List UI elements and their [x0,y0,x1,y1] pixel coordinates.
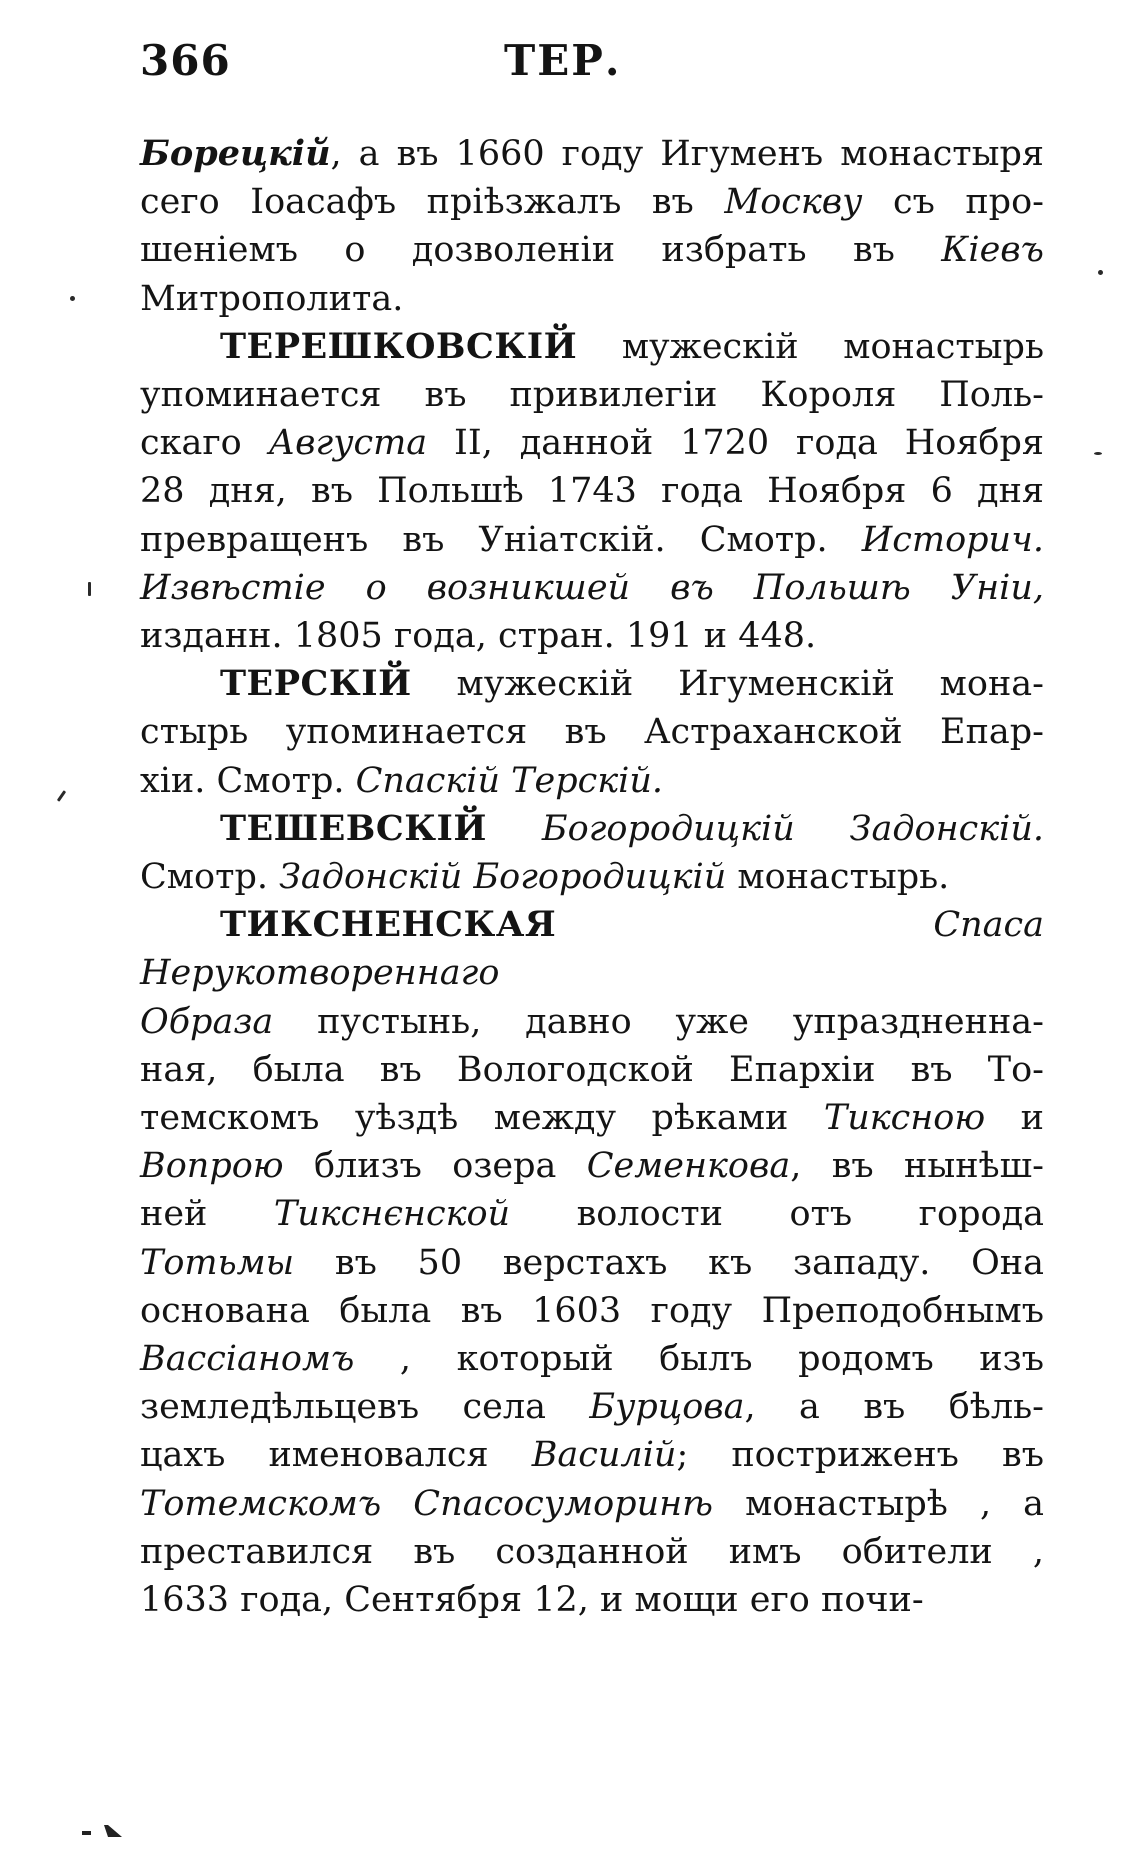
text-line [140,371,1044,419]
text-line [140,516,1044,564]
italic-text: Семенкова [586,1146,791,1187]
text-line [140,323,1044,371]
entry-headword: ТЕШЕВСКІЙ [220,807,487,849]
italic-text: Задонскій Богородицкій [279,857,727,898]
italic-text: Историч. [861,519,1044,560]
text-line [140,660,1044,708]
text-run: монастырь. [726,857,950,898]
text-run: стырь упоминается въ Астраханской Епар- [140,712,1044,753]
italic-text: Тиксною [823,1098,986,1139]
page-number: 366 [140,36,231,85]
text-line [140,1576,1044,1624]
text-line [140,1239,1044,1287]
ink-speck [57,790,66,802]
text-run: монастырѣ , а [713,1483,1044,1524]
entry-headword: ТИКСНЕНСКАЯ [220,904,557,946]
text-line [140,853,1044,901]
text-run: хіи. Смотр. [140,760,356,801]
text-line [140,1142,1044,1190]
text-line [140,1046,1044,1094]
text-line [140,612,1044,660]
text-run: пустынь, давно уже упраздненна- [273,1001,1044,1042]
text-run: , а въ бѣль- [744,1387,1044,1428]
page-header [140,36,1040,106]
text-line [140,1287,1044,1335]
text-run: основана была въ 1603 году Преподобнымъ [140,1290,1044,1331]
entry-headword: ТЕРЕШКОВСКІЙ [220,325,578,367]
italic-text: Бурцова [589,1387,745,1428]
text-run: 1633 года, Сентября 12, и мощи его почи- [140,1580,924,1621]
text-run: , а въ 1660 году Игуменъ монастыря [330,134,1044,174]
text-run: мужескій монастырь [577,326,1044,367]
ink-speck [88,582,91,596]
text-run: , который былъ родомъ изъ [354,1339,1044,1380]
text-run: земледѣльцевъ села [140,1387,590,1428]
text-line [140,1190,1044,1238]
ink-mark [82,1823,130,1841]
text-line [140,130,1044,178]
italic-text: Богородицкій Задонскій. [541,808,1044,849]
ink-speck [1094,452,1102,455]
text-run: въ 50 верстахъ къ западу. Она [294,1242,1044,1283]
italic-text: Москву [724,182,863,223]
text-run: превращенъ въ Уніатскій. Смотр. [140,519,862,560]
text-line [140,805,1044,853]
text-line [140,1094,1044,1142]
text-line [140,564,1044,612]
text-line [140,1480,1044,1528]
text-run: и [985,1098,1045,1139]
ink-speck [70,296,75,301]
italic-text: Тотемскомъ Спасосуморинѣ [140,1483,714,1524]
text-run: изданн. 1805 года, стран. 191 и 448. [140,616,817,657]
text-run: скаго [140,423,269,464]
italic-text: Августа [268,423,428,464]
italic-text: Образа [140,1001,274,1042]
text-run: цахъ именовался [140,1435,532,1476]
text-run: ней [140,1194,274,1235]
text-run: ная, была въ Вологодской Епархіи въ То- [140,1049,1044,1090]
text-line [140,419,1044,467]
text-run: упоминается въ привилегіи Короля Поль- [140,375,1044,416]
italic-text: Тикснєнской [273,1194,511,1235]
text-line [140,901,1044,997]
text-line [140,757,1044,805]
text-run: сего Іоасафъ пріѣзжалъ въ [140,182,725,223]
italic-text: Борецкій [140,133,331,174]
italic-text: Извѣстіе о возникшей въ Польшѣ Уніи, [140,567,1044,608]
italic-text: Спаса Нерукотвореннаго [140,905,1044,994]
text-line [140,998,1044,1046]
text-line [140,178,1044,226]
text-run: волости отъ города [510,1194,1044,1235]
italic-text: Тотьмы [140,1242,295,1283]
text-run: мужескій Игуменскій мона- [411,664,1044,705]
text-run: преставился въ созданной имъ обители , [140,1531,1044,1572]
text-run: Митрополита. [140,278,404,319]
text-run: , въ нынѣш- [790,1146,1044,1187]
italic-text: Вопрою [140,1146,284,1187]
body-text [140,130,1044,1624]
italic-text: Спаскій Терскій. [355,760,663,801]
ink-speck [1098,270,1103,275]
text-run: шеніемъ о дозволеніи избрать въ [140,230,942,271]
text-run: темскомъ уѣздѣ между рѣками [140,1098,824,1139]
text-run: близъ озера [283,1146,587,1187]
italic-text: Вассіаномъ [140,1339,355,1380]
text-line [140,1335,1044,1383]
text-line [140,1431,1044,1479]
italic-text: Василій [531,1435,677,1476]
text-run: 28 дня, въ Польшѣ 1743 года Ноября 6 дня [140,471,1044,512]
text-run: ; постриженъ въ [676,1435,1044,1476]
text-run: Смотр. [140,857,280,898]
text-line [140,226,1044,274]
text-line [140,1383,1044,1431]
text-line [140,467,1044,515]
running-head: ТЕР. [504,36,622,85]
text-run: II, данной 1720 года Ноября [427,423,1044,464]
italic-text: Кіевъ [941,230,1044,271]
text-line [140,275,1044,323]
text-run: съ про- [862,182,1044,223]
text-run [556,905,933,945]
text-line [140,708,1044,756]
text-run [487,809,542,849]
entry-headword: ТЕРСКІЙ [220,663,412,705]
text-line [140,1528,1044,1576]
